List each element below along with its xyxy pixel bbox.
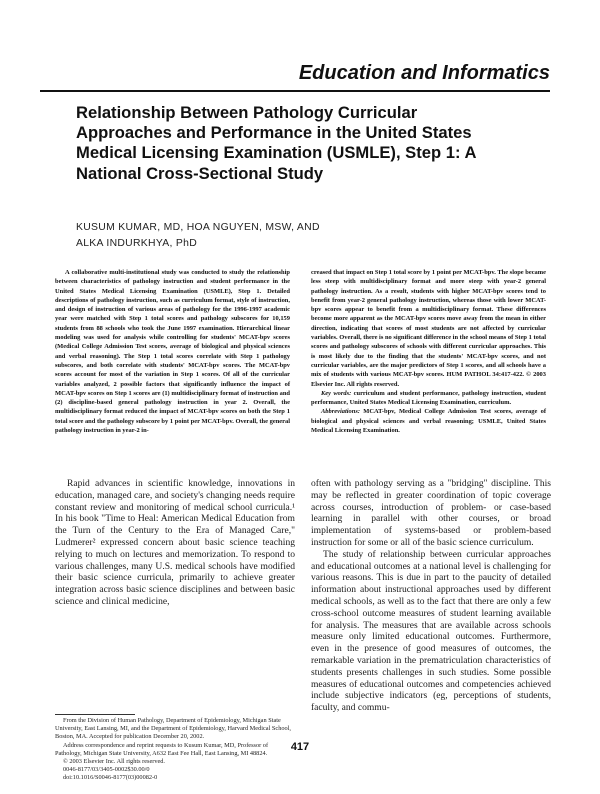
section-header: Education and Informatics [298,62,550,84]
key-words-label: Key words: [321,389,352,397]
abbreviations-text: MCAT-bpv, Medical College Admission Test scores, average of biological and physical sciences and verbal reasoning; USMLE, United States Medical Licensing Examination. [311,408,546,435]
abbreviations [311,407,546,435]
footnote-issn: 0046-8177/03/3405-0002$30.00/0 [63,766,150,774]
page-number: 417 [290,741,310,753]
abstract-column-right [311,268,546,435]
body-paragraph: Rapid advances in scientific knowledge, innovations in education, managed care, and society's changing needs require constant review and monitoring of medical school curricula.¹ In his book "Time to Heal: American Medical Education from the Turn of the Century to the Era of Managed Care," Ludmerer² expressed concern about basic science teaching relying to much on lectures and memorization. To respond to various challenges, many U.S. medical schools have modified their basic science curricula, primarily to achieve greater integration across basic science disciplines and between basic science and clinical medicine, [55,478,295,607]
abbreviations-label: Abbreviations: [321,408,360,416]
article-title: Relationship Between Pathology Curricular Approaches and Performance in the United States Medical Licensing Examination (USMLE), Step 1: A National Cross-Sectional Study [76,103,476,183]
key-words-text: curriculum and student performance, pathology instruction, student performance, United States Medical Licensing Examination, curriculum. [311,389,546,407]
footnote-copyright: © 2003 Elsevier Inc. All rights reserved. [63,758,166,766]
footnote-divider [55,714,135,715]
body-column-left [55,478,295,608]
authors-line-2: ALKA INDURKHYA, PhD [76,238,197,249]
body-paragraph: The study of relationship between curricular approaches and educational outcomes at a national level is challenging for various reasons. This is due in part to the paucity of detailed information about instructional approaches used by different medical schools, as well as to the fact that there are only a few cross-school outcome measures of student learning available for analysis. The measures that are available across schools measure only limited educational outcomes. Furthermore, even in the presence of good measures of outcomes, the remarkable variation in the prematriculation characteristics of students presents challenges in such studies. Some possible measures of educational outcomes and competencies achieved include subjective indicators (eg, perceptions of students, faculty, and commu- [311,548,551,714]
footnote-affiliation: From the Division of Human Pathology, Department of Epidemiology, Michigan State University, East Lansing, MI, and the Department of Epidemiology, Harvard Medical School, Boston, MA. Accepted for publication December 20, 2002. [55,717,291,741]
body-paragraph: often with pathology serving as a "bridging" discipline. This may be reflected in greater coordination of topic coverage across courses, introduction of problem- or case-based learning in parallel with other courses, or broad implementation of systems-based or problem-based instruction for some or all of the basic science curriculum. [311,478,551,548]
abstract-text-left: A collaborative multi-institutional study was conducted to study the relationship between characteristics of pathology instruction and student performance in the United States Medical Licensing Examination (USMLE), Step 1. Detailed descriptions of pathology instruction, such as curriculum format, style of instruction, and design of instruction of various areas of pathology for the 1996-1997 academic year were matched with Step 1 total scores and pathology subscores for 10,159 students from 88 schools who took the June 1997 examination. Hierarchical linear modeling was used for analysis while controlling for students' MCAT-bpv scores (Medical College Admission Test scores, average of biological and physical sciences and verbal reasoning). The Step 1 total scores correlate with Step 1 pathology subscores, and both correlate with students' MCAT-bpv scores. The MCAT-bpv scores account for most of the variation in Step 1 scores. Of all of the curricular variables analyzed, 2 possible factors that significantly influence the impact of MCAT-bpv scores on Step 1 scores are (1) multidisciplinary format of instruction and (2) discipline-based general pathology instruction in year 2. Overall, the multidisciplinary format reduced the impact of MCAT-bpv scores on both the Step 1 total score and the pathology subscore by 1 point per MCAT-bpv. Overall, the general pathology instruction in year-2 in- [55,269,290,435]
footnote-doi: doi:10.1016/S0046-8177(03)00082-0 [63,774,158,782]
abstract-text-right: creased that impact on Step 1 total score by 1 point per MCAT-bpv. The slope became less steep with multidisciplinary format and more steep with year-2 general pathology instruction. As a result, students with higher MCAT-bpv scores tend to benefit from year-2 general pathology instruction, whereas those with lower MCAT-bpv scores appear to benefit from a multidisciplinary format. These differences become more apparent as the MCAT-bpv scores move away from the mean in either direction, indicating that scores of most students are not affected by curricular variables. Overall, there is no significant difference in the school means of Step 1 total scores and pathology subscores of schools with different curricular approaches. This is most likely due to the finding that the students' MCAT-bpv scores, and not curricular variables, are the major predictors of Step 1 scores, and all schools have a mix of students with various MCAT-bpv scores. HUM PATHOL 34:417-422. © 2003 Elsevier Inc. All rights reserved. [311,269,546,388]
body-column-right [311,478,551,714]
author-list [76,220,516,252]
abstract-column-left [55,268,290,435]
key-words [311,389,546,408]
authors-line-1: KUSUM KUMAR, MD, HOA NGUYEN, MSW, AND [76,222,320,233]
footnote-correspondence: Address correspondence and reprint requests to Kusum Kumar, MD, Professor of Pathology, Michigan State University, A632 East Fee Hall, East Lansing, MI 48824. [55,741,269,757]
header-rule [40,90,550,92]
footnotes [55,717,295,783]
